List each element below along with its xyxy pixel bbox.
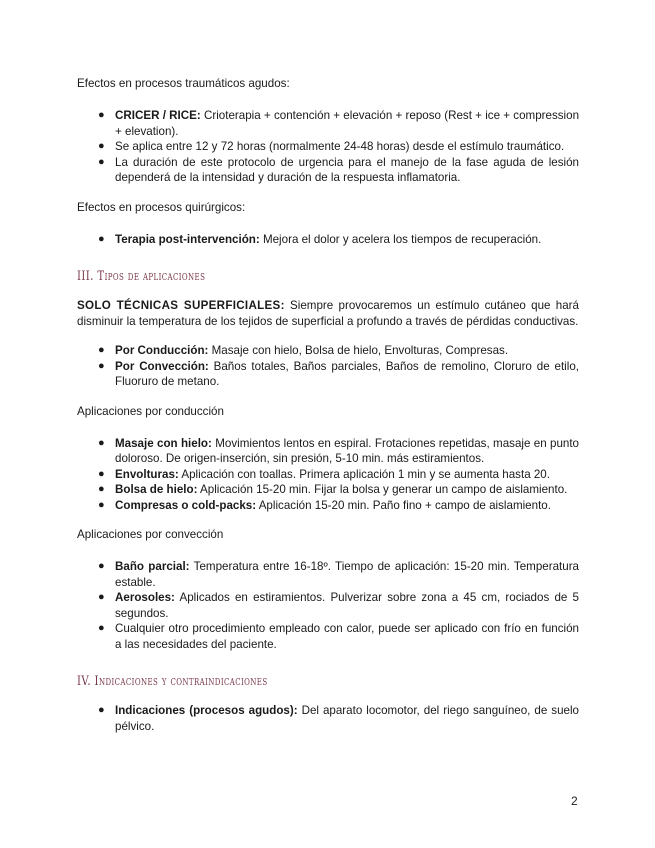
list-item-text: Movimientos lentos en espiral. Frotaciones repetidas, masaje en punto doloroso. De origen-inserción, sin presión, 5-10 min. más estiramientos. — [115, 436, 580, 465]
list-item — [77, 590, 579, 621]
list-item — [77, 139, 579, 155]
bullet-icon: ● — [98, 467, 105, 480]
list-item — [77, 108, 579, 139]
types-list — [77, 343, 579, 390]
section-title-indicaciones: IV. Indicaciones y contraindicaciones — [77, 674, 268, 689]
list-item-text: Aplicación con toallas. Primera aplicación 1 min y se aumenta hasta 20. — [178, 467, 550, 481]
solo-text: Siempre provocaremos un estímulo cutáneo que hará disminuir la temperatura de los tejidos de superficial a profundo a través de pérdidas conductivas. — [77, 299, 579, 328]
page-content — [77, 76, 579, 748]
list-item-text: Cualquier otro procedimiento empleado con calor, puede ser aplicado con frío en función a las necesidades del paciente. — [115, 622, 579, 651]
list-item-term: Bolsa de hielo: — [115, 483, 198, 496]
list-item — [77, 155, 579, 186]
bullet-icon: ● — [98, 591, 105, 603]
list-item — [77, 621, 579, 652]
list-item-term: Compresas o cold-packs: — [115, 498, 257, 512]
list-item-term: Envolturas: — [115, 467, 179, 481]
bullet-icon: ● — [98, 560, 105, 572]
list-item-term: Aerosoles: — [115, 591, 175, 604]
intro-trauma: Efectos en procesos traumáticos agudos: — [77, 77, 290, 90]
bullet-icon: ● — [98, 109, 105, 121]
list-item-text: Temperatura entre 16-18º. Tiempo de aplicación: 15-20 min. Temperatura estable. — [115, 560, 580, 589]
list-item — [77, 359, 579, 390]
trauma-list — [77, 108, 579, 186]
list-item-text: Aplicados en estiramientos. Pulverizar sobre zona a 45 cm, rociados de 5 segundos. — [115, 591, 579, 620]
list-item-text: Mejora el dolor y acelera los tiempos de recuperación. — [259, 232, 542, 246]
conduction-list — [77, 436, 579, 514]
solo-paragraph — [77, 298, 579, 329]
list-item-term: Por Conducción: — [115, 344, 209, 357]
solo-bold: SOLO TÉCNICAS SUPERFICIALES: — [77, 299, 285, 312]
list-item-text: Aplicación 15-20 min. Fijar la bolsa y generar un campo de aislamiento. — [197, 483, 568, 496]
bullet-icon: ● — [98, 155, 105, 168]
intro-conduction: Aplicaciones por conducción — [77, 404, 224, 418]
intro-surgery: Efectos en procesos quirúrgicos: — [77, 200, 246, 214]
section-title-tipos: III. Tipos de aplicaciones — [77, 269, 206, 284]
list-item-text: La duración de este protocolo de urgencia para el manejo de la fase aguda de lesión dependerá de la intensidad y duración de la respuesta inflamatoria. — [115, 155, 579, 184]
list-item-text: Del aparato locomotor, del riego sanguíneo, de suelo pélvico. — [115, 704, 579, 733]
list-item-term: Indicaciones (procesos agudos): — [115, 704, 298, 717]
bullet-icon: ● — [98, 140, 105, 152]
bullet-icon: ● — [98, 483, 105, 495]
list-item-term: Por Convección: — [115, 359, 209, 373]
list-item-term: Baño parcial: — [115, 560, 190, 573]
list-item — [77, 232, 579, 248]
bullet-icon: ● — [98, 232, 105, 245]
list-item — [77, 498, 579, 514]
list-item — [77, 467, 579, 483]
indications-list — [77, 703, 579, 734]
bullet-icon: ● — [98, 436, 105, 449]
page-number: 2 — [571, 794, 578, 808]
bullet-icon: ● — [98, 344, 105, 356]
bullet-icon: ● — [98, 359, 105, 372]
bullet-icon: ● — [98, 498, 105, 511]
list-item-text: Masaje con hielo, Bolsa de hielo, Envolturas, Compresas. — [208, 344, 509, 357]
list-item-text: Baños totales, Baños parciales, Baños de remolino, Cloruro de etilo, Fluoruro de metano. — [115, 359, 579, 388]
bullet-icon: ● — [98, 704, 105, 716]
list-item — [77, 559, 579, 590]
list-item — [77, 703, 579, 734]
convection-list — [77, 559, 579, 652]
list-item-term: CRICER / RICE: — [115, 109, 201, 122]
list-item — [77, 436, 579, 467]
surgery-list — [77, 232, 579, 248]
list-item-text: Se aplica entre 12 y 72 horas (normalmente 24-48 horas) desde el estímulo traumático. — [115, 140, 565, 153]
list-item-text: Aplicación 15-20 min. Paño fino + campo de aislamiento. — [256, 498, 551, 512]
list-item-term: Masaje con hielo: — [115, 436, 212, 450]
list-item-term: Terapia post-intervención: — [115, 232, 260, 246]
list-item — [77, 482, 579, 498]
intro-convection: Aplicaciones por convección — [77, 528, 224, 541]
list-item-text: Crioterapia + contención + elevación + reposo (Rest + ice + compression + elevation). — [115, 109, 580, 138]
list-item — [77, 343, 579, 359]
bullet-icon: ● — [98, 622, 105, 634]
